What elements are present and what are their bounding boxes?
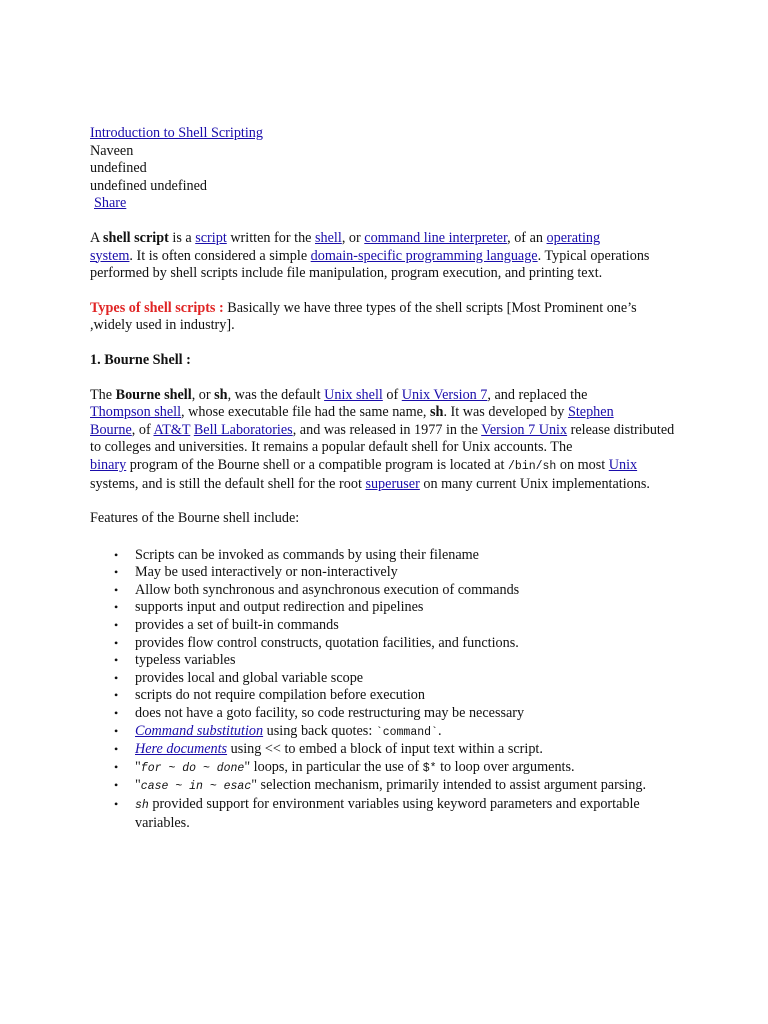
text: on most	[556, 456, 609, 473]
share-link[interactable]: Share	[94, 195, 127, 212]
list-item: • May be used interactively or non-interactively	[135, 564, 680, 582]
list-item: • scripts do not require compilation before execution	[135, 687, 680, 705]
list-item: • provides local and global variable scope	[135, 670, 680, 688]
text: . It was developed by	[443, 404, 568, 421]
unix-link[interactable]: Unix	[608, 456, 638, 473]
code: case ~ in ~ esac	[140, 780, 252, 794]
text: , and replaced the	[487, 386, 588, 403]
list-item: • Scripts can be invoked as commands by using their filename	[135, 547, 680, 565]
unix-shell-link[interactable]: Unix shell	[324, 386, 383, 403]
list-item	[135, 777, 680, 796]
text: , of	[131, 421, 154, 438]
bell-labs-link[interactable]: Bell Laboratories	[193, 421, 293, 438]
text: " loops, in particular the use of	[244, 758, 423, 775]
binary-link[interactable]: binary	[90, 456, 127, 473]
text: release distributed to colleges and universities. It remains a popular default shell for Unix accounts. The	[90, 421, 675, 456]
types-text: Basically we have three types of the shell scripts [Most Prominent one’s ,widely used in industry].	[90, 299, 637, 334]
list-item: • Allow both synchronous and asynchronous execution of commands	[135, 582, 680, 600]
bold-term: sh	[214, 386, 228, 403]
list-item	[135, 759, 680, 778]
text: .	[437, 722, 442, 739]
link-part: operating	[546, 229, 601, 246]
here-documents-link[interactable]: Here documents	[135, 741, 228, 758]
text: A	[90, 229, 104, 246]
list-item	[135, 723, 680, 742]
text: . It is often considered a simple	[129, 247, 311, 264]
list-item: • supports input and output redirection and pipelines	[135, 599, 680, 617]
meta-line-1: undefined	[90, 160, 147, 177]
text: of	[382, 386, 402, 403]
meta-line-2: undefined undefined	[90, 177, 208, 194]
list-item: • typeless variables	[135, 652, 680, 670]
text: to loop over arguments.	[436, 758, 575, 775]
text: , or	[191, 386, 215, 403]
script-link[interactable]: script	[195, 229, 227, 246]
code: sh	[135, 799, 149, 812]
types-heading: Types of shell scripts :	[90, 299, 224, 316]
text: provided support for environment variables using keyword parameters and exportable variables.	[135, 796, 640, 831]
text: . Typical operations performed by shell scripts include file manipulation, program execution, and printing text.	[90, 247, 650, 282]
bold-term: sh	[430, 404, 444, 421]
bin-sh-code: /bin/sh	[508, 459, 557, 473]
intro-paragraph	[90, 230, 680, 283]
dsl-link[interactable]: domain-specific programming language	[310, 247, 538, 264]
thompson-shell-link[interactable]: Thompson shell	[90, 404, 182, 421]
text: , whose executable file had the same name,	[181, 404, 431, 421]
document-content	[90, 125, 680, 832]
list-item	[135, 796, 680, 832]
bold-term: Bourne shell	[115, 386, 192, 403]
cli-link[interactable]: command line interpreter	[364, 229, 508, 246]
version-7-unix-link[interactable]: Version 7 Unix	[481, 421, 568, 438]
text: , and was released in 1977 in the	[292, 421, 482, 438]
text: systems, and is still the default shell for the root	[90, 475, 366, 492]
bourne-paragraph	[90, 387, 680, 494]
text: " selection mechanism, primarily intended to assist argument parsing.	[251, 777, 647, 794]
heading-text: 1. Bourne Shell :	[90, 351, 191, 368]
superuser-link[interactable]: superuser	[365, 475, 420, 492]
att-link[interactable]: AT&T	[153, 421, 191, 438]
text: The	[90, 386, 116, 403]
text: , of an	[507, 229, 547, 246]
types-paragraph	[90, 300, 680, 335]
features-intro: Features of the Bourne shell include:	[90, 510, 300, 527]
code: `command`	[375, 725, 438, 739]
text: "	[135, 758, 141, 775]
link-part: Bourne	[90, 421, 132, 438]
shell-script-term: shell script	[103, 229, 169, 246]
author-name: Naveen	[90, 142, 134, 159]
title-link[interactable]: Introduction to Shell Scripting	[90, 125, 263, 141]
link-part: Stephen	[567, 404, 614, 421]
command-substitution-link[interactable]: Command substitution	[135, 722, 264, 739]
text: program of the Bourne shell or a compatible program is located at	[126, 456, 509, 473]
list-item: • provides flow control constructs, quotation facilities, and functions.	[135, 635, 680, 653]
text: , was the default	[227, 386, 325, 403]
text: , or	[341, 229, 365, 246]
features-list	[90, 547, 680, 833]
code: for ~ do ~ done	[140, 761, 245, 775]
list-item: • provides a set of built-in commands	[135, 617, 680, 635]
code: $*	[422, 761, 437, 775]
text: "	[135, 777, 141, 794]
shell-link[interactable]: shell	[315, 229, 342, 246]
text: is a	[168, 229, 196, 246]
unix-version-7-link[interactable]: Unix Version 7	[401, 386, 488, 403]
list-item: • does not have a goto facility, so code restructuring may be necessary	[135, 705, 680, 723]
text: using back quotes:	[263, 722, 376, 739]
text: written for the	[226, 229, 316, 246]
text: on many current Unix implementations.	[419, 475, 650, 492]
text: using << to embed a block of input text within a script.	[227, 741, 543, 758]
bourne-heading	[90, 352, 680, 370]
list-item	[135, 741, 680, 759]
link-part: system	[90, 247, 130, 264]
